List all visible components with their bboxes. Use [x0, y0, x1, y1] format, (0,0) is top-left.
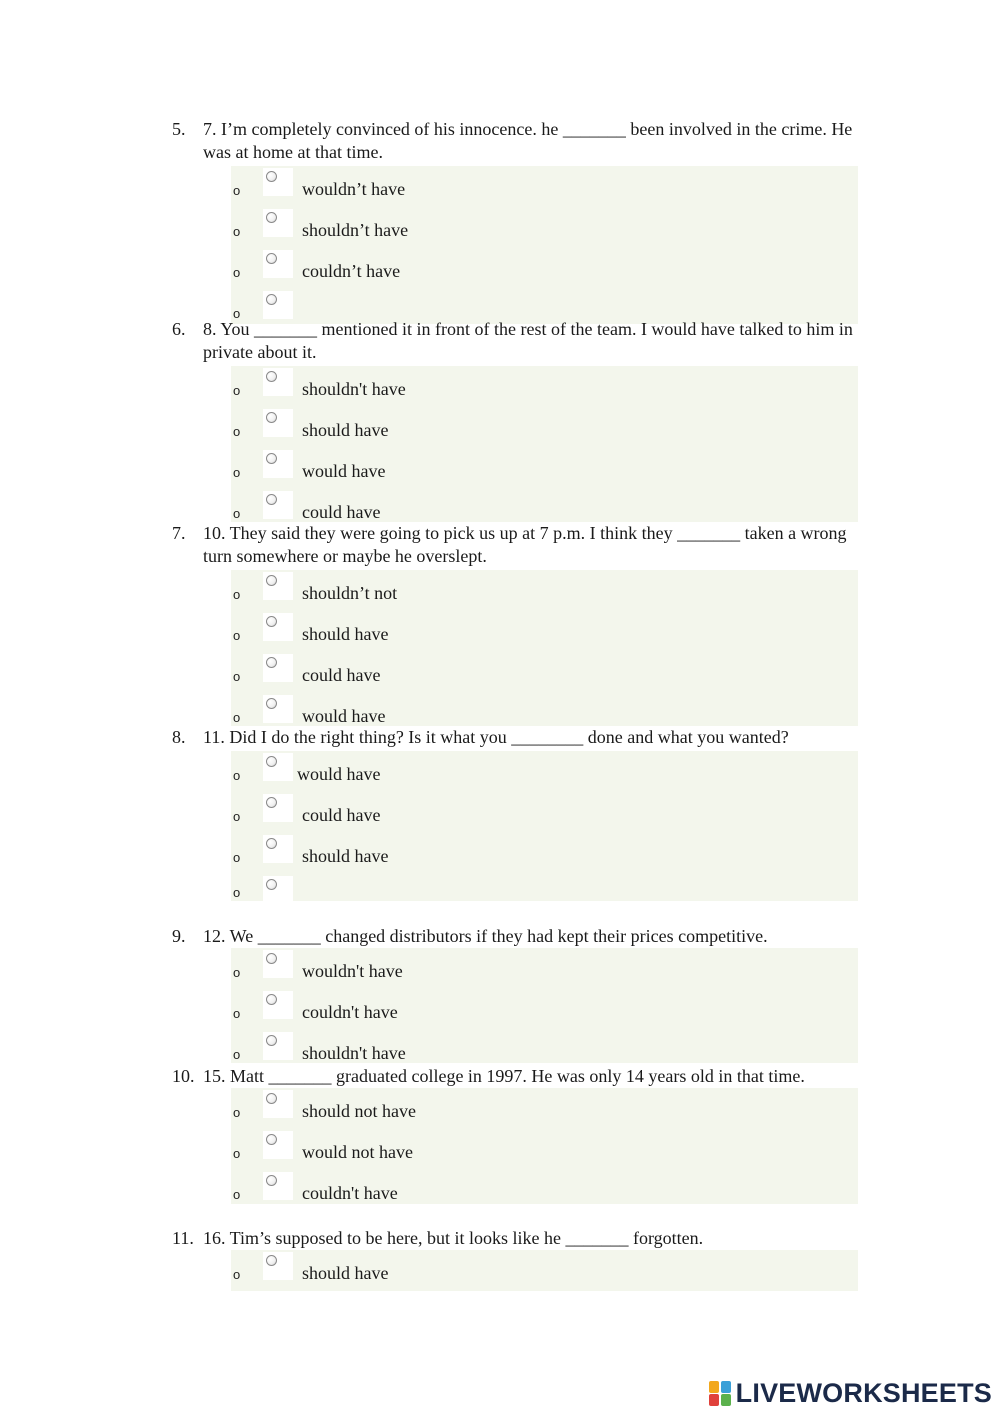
question-number: 5.: [172, 119, 186, 139]
bullet-icon: o: [233, 1187, 241, 1202]
bullet-icon: o: [233, 506, 241, 521]
option-row[interactable]: [231, 1129, 858, 1170]
radio-button[interactable]: [263, 168, 293, 196]
bullet-icon: o: [233, 383, 241, 398]
bullet-icon: o: [233, 850, 241, 865]
question-text: 7. I’m completely convinced of his innocence. he _______ been involved in the crime. He was at home at that time.: [203, 119, 853, 162]
radio-button[interactable]: [263, 209, 293, 237]
options-list: [231, 570, 858, 726]
radio-button[interactable]: [263, 753, 293, 781]
option-label: shouldn’t have: [302, 220, 409, 240]
option-row[interactable]: [231, 693, 858, 726]
question-6: [172, 318, 862, 522]
question-number: 8.: [172, 727, 186, 747]
question-text: 8. You _______ mentioned it in front of the rest of the team. I would have talked to him in private about it.: [203, 319, 853, 362]
question-5: [172, 118, 862, 324]
option-row[interactable]: [231, 407, 858, 448]
option-row[interactable]: [231, 611, 858, 652]
bullet-icon: o: [233, 768, 241, 783]
radio-button[interactable]: [263, 835, 293, 863]
question-text: 16. Tim’s supposed to be here, but it looks like he _______ forgotten.: [203, 1228, 704, 1248]
question-number: 7.: [172, 523, 186, 543]
option-label: could have: [302, 502, 381, 522]
option-label: wouldn’t have: [302, 179, 406, 199]
bullet-icon: o: [233, 1006, 241, 1021]
options-list: [231, 166, 858, 324]
question-number: 9.: [172, 926, 186, 946]
bullet-icon: o: [233, 965, 241, 980]
option-row[interactable]: [231, 1030, 858, 1063]
bullet-icon: o: [233, 669, 241, 684]
option-label: couldn't have: [302, 1002, 398, 1022]
option-label: wouldn't have: [302, 961, 403, 981]
options-list: [231, 751, 858, 901]
option-row[interactable]: [231, 1088, 858, 1129]
bullet-icon: o: [233, 306, 241, 321]
radio-button[interactable]: [263, 409, 293, 437]
radio-button[interactable]: [263, 1131, 293, 1159]
question-number: 11.: [172, 1228, 194, 1248]
brand-live: LIVE: [735, 1378, 797, 1408]
question-8: [172, 726, 862, 901]
option-label: couldn’t have: [302, 261, 401, 281]
option-label: should have: [302, 624, 389, 644]
option-label: could have: [302, 665, 381, 685]
question-text: 11. Did I do the right thing? Is it what you ________ done and what you wanted?: [203, 727, 789, 747]
bullet-icon: o: [233, 1105, 241, 1120]
bullet-icon: o: [233, 1146, 241, 1161]
bullet-icon: o: [233, 809, 241, 824]
radio-button[interactable]: [263, 450, 293, 478]
option-row[interactable]: [231, 874, 858, 901]
radio-button[interactable]: [263, 654, 293, 682]
option-row[interactable]: [231, 948, 858, 989]
question-number: 6.: [172, 319, 186, 339]
option-label: couldn't have: [302, 1183, 398, 1203]
question-10: [172, 1065, 862, 1204]
radio-button[interactable]: [263, 1090, 293, 1118]
radio-button[interactable]: [263, 368, 293, 396]
options-list: [231, 1088, 858, 1204]
option-label: shouldn't have: [302, 379, 406, 399]
radio-button[interactable]: [263, 613, 293, 641]
radio-button[interactable]: [263, 876, 293, 904]
bullet-icon: o: [233, 885, 241, 900]
bullet-icon: o: [233, 465, 241, 480]
option-label: shouldn't have: [302, 1043, 406, 1063]
option-row[interactable]: [231, 166, 858, 207]
brand-worksheets: WORKSHEETS: [796, 1378, 992, 1408]
option-label: would have: [302, 461, 386, 481]
bullet-icon: o: [233, 587, 241, 602]
option-row[interactable]: [231, 989, 858, 1030]
option-label: would have: [297, 764, 381, 784]
option-label: should have: [302, 846, 389, 866]
question-text: 12. We _______ changed distributors if they had kept their prices competitive.: [203, 926, 768, 946]
bullet-icon: o: [233, 628, 241, 643]
bullet-icon: o: [233, 710, 241, 725]
radio-button[interactable]: [263, 1032, 293, 1060]
option-row[interactable]: [231, 1250, 858, 1291]
option-label: should not have: [302, 1101, 416, 1121]
bullet-icon: o: [233, 183, 241, 198]
option-row[interactable]: [231, 489, 858, 522]
option-row[interactable]: [231, 751, 858, 792]
option-label: should have: [302, 1263, 389, 1283]
option-row[interactable]: [231, 366, 858, 407]
options-list: [231, 1250, 858, 1291]
radio-button[interactable]: [263, 1252, 293, 1280]
radio-button[interactable]: [263, 695, 293, 723]
liveworksheets-logo-icon: [709, 1379, 733, 1407]
question-7: [172, 522, 862, 726]
option-row[interactable]: [231, 833, 858, 874]
liveworksheets-logo: [709, 1376, 992, 1410]
radio-button[interactable]: [263, 794, 293, 822]
radio-button[interactable]: [263, 1172, 293, 1200]
option-row[interactable]: [231, 652, 858, 693]
bullet-icon: o: [233, 265, 241, 280]
question-number: 10.: [172, 1066, 195, 1086]
option-row[interactable]: [231, 1170, 858, 1204]
option-label: would not have: [302, 1142, 413, 1162]
option-row[interactable]: [231, 792, 858, 833]
option-label: would have: [302, 706, 386, 726]
option-row[interactable]: [231, 570, 858, 611]
option-row[interactable]: [231, 448, 858, 489]
question-11: [172, 1227, 862, 1291]
bullet-icon: o: [233, 224, 241, 239]
option-row[interactable]: [231, 207, 858, 248]
option-label: shouldn’t not: [302, 583, 398, 603]
radio-button[interactable]: [263, 572, 293, 600]
question-9: [172, 925, 862, 1063]
radio-button[interactable]: [263, 291, 293, 319]
bullet-icon: o: [233, 1047, 241, 1062]
options-list: [231, 366, 858, 522]
radio-button[interactable]: [263, 491, 293, 519]
question-text: 15. Matt _______ graduated college in 1997. He was only 14 years old in that time.: [203, 1066, 805, 1086]
options-list: [231, 948, 858, 1063]
radio-button[interactable]: [263, 950, 293, 978]
radio-button[interactable]: [263, 250, 293, 278]
option-label: could have: [302, 805, 381, 825]
question-text: 10. They said they were going to pick us up at 7 p.m. I think they _______ taken a wrong turn somewhere or maybe he overslept.: [203, 523, 847, 566]
bullet-icon: o: [233, 1267, 241, 1282]
bullet-icon: o: [233, 424, 241, 439]
radio-button[interactable]: [263, 991, 293, 1019]
option-row[interactable]: [231, 248, 858, 289]
option-label: should have: [302, 420, 389, 440]
